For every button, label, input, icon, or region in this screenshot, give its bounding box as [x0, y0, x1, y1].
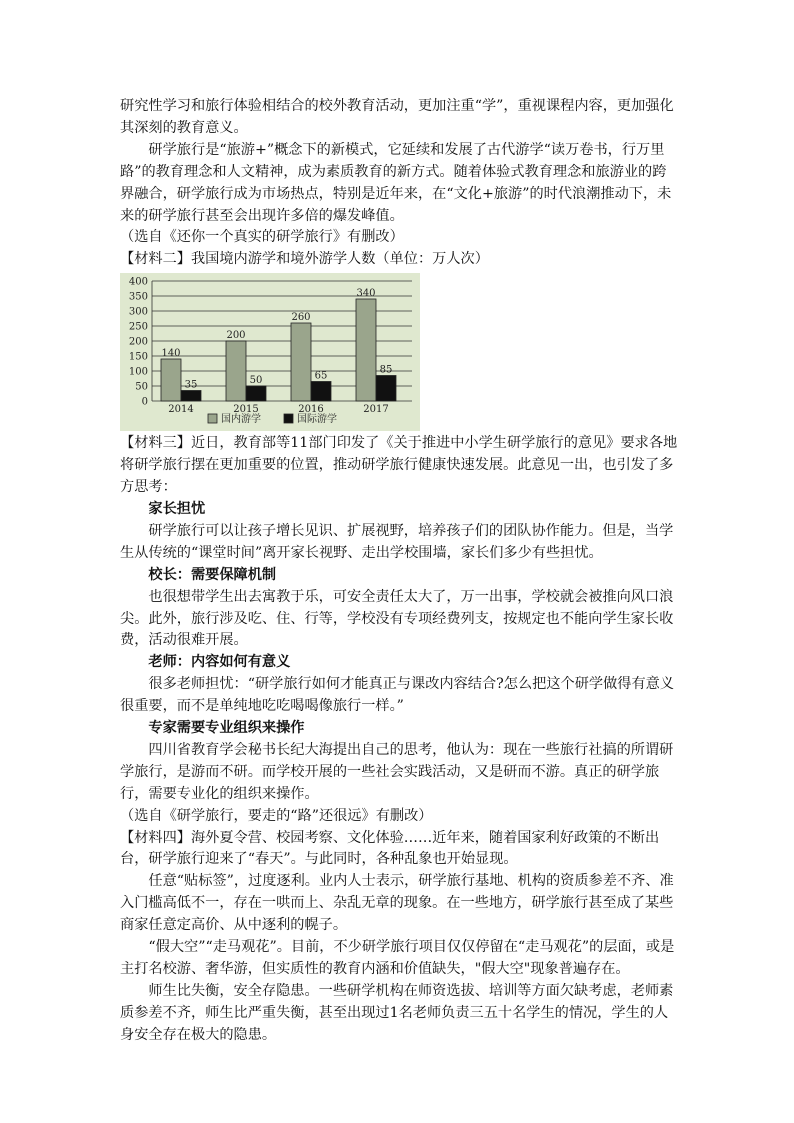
legend-swatch: [208, 414, 217, 423]
material-four-paragraph: [120, 828, 680, 872]
y-tick-label: 200: [128, 336, 148, 348]
paragraph-principal: 也很想带学生出去寓教于乐，可安全责任太大了，万一出事，学校就会被推向风口浪尖。此外，旅行涉及吃、住、行等，学校没有专项经费列支，按规定也不能向学生家长收费，活动很难开展。: [120, 588, 674, 649]
y-tick-label: 100: [128, 366, 148, 378]
bar-国际游学-2015: [246, 386, 266, 401]
paragraph-teacher: 很多老师担忧：“研学旅行如何才能真正与课改内容结合?怎么把这个研学做得有意义很重要，而不是单纯地吃吃喝喝像旅行一样。”: [120, 676, 675, 715]
data-label: 65: [314, 370, 328, 382]
paragraph-intro: 研究性学习和旅行体验相结合的校外教育活动，更加注重“学”，重视课程内容，更加强化其深刻的教育意义。: [120, 98, 674, 136]
heading-teacher: 老师：内容如何有意义: [148, 654, 291, 671]
material-label: 【材料三】: [120, 435, 191, 452]
y-tick-label: 300: [128, 306, 148, 318]
y-tick-label: 250: [128, 321, 148, 333]
data-label: 200: [226, 330, 246, 342]
y-tick-label: 150: [128, 351, 148, 363]
x-tick-label: 2014: [168, 404, 194, 416]
bar-chart: [120, 273, 420, 431]
bar-国内游学-2017: [356, 299, 376, 401]
document-body: [120, 96, 680, 1047]
heading-principal: 校长：需要保障机制: [148, 566, 277, 583]
legend-swatch: [284, 414, 293, 423]
x-tick-label: 2015: [233, 404, 259, 416]
heading-expert: 专家需要专业组织来操作: [148, 720, 305, 737]
paragraph-labels: 任意“贴标签”，过度逐利。业内人士表示，研学旅行基地、机构的资质参差不齐、准入门槛高低不一，存在一哄而上、杂乱无章的现象。在一些地方，研学旅行甚至成了某些商家任意定高价、从中逐利的幌子。: [120, 873, 674, 934]
chart-caption: 我国境内游学和境外游学人数（单位：万人次）: [190, 251, 489, 268]
data-label: 50: [249, 375, 263, 387]
paragraph-study-travel: 研学旅行是“旅游+”概念下的新模式，它延续和发展了古代游学“读万卷书，行万里路”的教育理念和人文精神，成为素质教育的新方式。随着体验式教育理念和旅游业的跨界融合，研学旅行成为市场热点，特别是近年来，在“文化+旅游”的时代浪潮推动下，未来的研学旅行甚至会出现许多倍的爆发峰值。: [120, 141, 672, 224]
data-label: 85: [379, 364, 393, 376]
paragraph-ratio: 师生比失衡，安全存隐患。一些研学机构在师资选拔、培训等方面欠缺考虑，老师素质参差不齐，师生比严重失衡，甚至出现过1名老师负责三五十名学生的情况，学生的人身安全存在极大的隐患。: [120, 982, 674, 1043]
data-label: 340: [356, 288, 376, 300]
y-tick-label: 350: [128, 291, 148, 303]
material-label: 【材料二】: [120, 251, 191, 268]
bar-chart-svg: [120, 273, 420, 431]
y-tick-label: 400: [128, 276, 148, 288]
paragraph-fake: “假大空”“走马观花”。目前，不少研学旅行项目仅仅停留在“走马观花”的层面，或是主打名校游、奢华游，但实质性的教育内涵和价值缺失，"假大空"现象普遍存在。: [120, 939, 675, 977]
heading-parent: 家长担忧: [148, 500, 206, 517]
source-note-1: （选自《还你一个真实的研学旅行》有删改）: [120, 229, 404, 246]
y-tick-label: 50: [135, 381, 148, 393]
paragraph-parent: 研学旅行可以让孩子增长见识、扩展视野，培养孩子们的团队协作能力。但是，当学生从传统的“课堂时间”离开家长视野、走出学校围墙，家长们多少有些担忧。: [120, 522, 674, 561]
bar-国际游学-2014: [181, 391, 201, 402]
bar-国际游学-2016: [311, 382, 331, 402]
bar-国内游学-2015: [226, 341, 246, 401]
data-label: 35: [184, 379, 198, 391]
x-tick-label: 2016: [298, 404, 324, 416]
legend-label: 国内游学: [221, 414, 261, 426]
material-three-paragraph: [120, 433, 680, 499]
source-note-2: （选自《研学旅行，要走的“路”还很远》有删改）: [120, 807, 433, 824]
data-label: 260: [291, 312, 311, 324]
material-four-text: 海外夏令营、校园考察、文化体验……近年来，随着国家利好政策的不断出台，研学旅行迎来了“春天”。与此同时，各种乱象也开始显现。: [120, 829, 660, 868]
bar-国内游学-2016: [291, 323, 311, 401]
material-three-text: 近日，教育部等11部门印发了《关于推进中小学生研学旅行的意见》要求各地将研学旅行摆在更加重要的位置，推动研学旅行健康快速发展。此意见一出，也引发了多方思考：: [120, 435, 678, 496]
material-two-heading: [120, 249, 680, 271]
paragraph-expert: 四川省教育学会秘书长纪大海提出自己的思考，他认为：现在一些旅行社搞的所谓研学旅行，是游而不研。而学校开展的一些社会实践活动，又是研而不游。真正的研学旅行，需要专业化的组织来操作。: [120, 741, 674, 802]
legend-label: 国际游学: [297, 414, 337, 426]
x-tick-label: 2017: [363, 404, 389, 416]
bar-国内游学-2014: [161, 359, 181, 401]
y-tick-label: 0: [141, 396, 148, 408]
data-label: 140: [161, 348, 181, 360]
material-label: 【材料四】: [120, 829, 191, 846]
bar-国际游学-2017: [376, 376, 396, 402]
